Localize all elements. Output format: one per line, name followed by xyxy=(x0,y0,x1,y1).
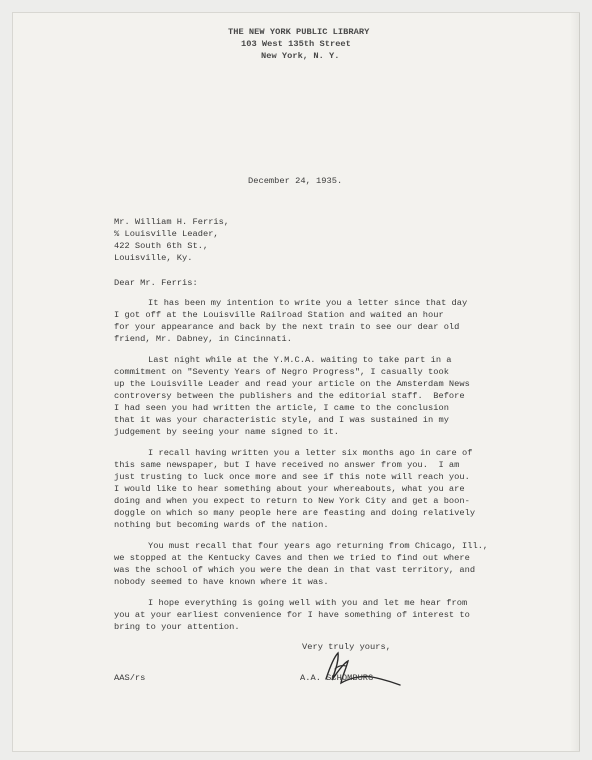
body-line: that it was your characteristic style, and I was sustained in my xyxy=(114,415,449,425)
body-line: friend, Mr. Dabney, in Cincinnati. xyxy=(114,334,292,344)
recipient-street: 422 South 6th St., xyxy=(114,241,209,251)
letterhead-institution: THE NEW YORK PUBLIC LIBRARY xyxy=(228,27,370,37)
letter-date: December 24, 1935. xyxy=(248,176,343,186)
complimentary-close: Very truly yours, xyxy=(302,642,391,652)
letterhead-city: New York, N. Y. xyxy=(261,51,340,61)
body-line: just trusting to luck once more and see if this note will reach you. xyxy=(114,472,470,482)
body-line: I had seen you had written the article, I came to the conclusion xyxy=(114,403,449,413)
body-line: I got off at the Louisville Railroad Station and waited an hour xyxy=(114,310,444,320)
body-line: nobody seemed to have known where it was. xyxy=(114,577,329,587)
recipient-city: Louisville, Ky. xyxy=(114,253,193,263)
recipient-name: Mr. William H. Ferris, xyxy=(114,217,230,227)
body-line: was the school of which you were the dean in that vast territory, and xyxy=(114,565,476,575)
typist-initials: AAS/rs xyxy=(114,673,146,683)
body-line: nothing but becoming wards of the nation. xyxy=(114,520,329,530)
recipient-care-of: % Louisville Leader, xyxy=(114,229,219,239)
letterhead-street: 103 West 135th Street xyxy=(241,39,351,49)
body-line: I would like to hear something about your whereabouts, what you are xyxy=(114,484,465,494)
body-line: for your appearance and back by the next train to see our dear old xyxy=(114,322,460,332)
body-line: this same newspaper, but I have received no answer from you. I am xyxy=(114,460,460,470)
body-line: I recall having written you a letter six months ago in care of xyxy=(148,448,473,458)
body-line: doing and when you expect to return to New York City and get a boon- xyxy=(114,496,470,506)
body-line: controversy between the publishers and the editorial staff. Before xyxy=(114,391,465,401)
body-line: It has been my intention to write you a letter since that day xyxy=(148,298,468,308)
body-line: doggle on which so many people here are feasting and doing relatively xyxy=(114,508,476,518)
body-line: Last night while at the Y.M.C.A. waiting to take part in a xyxy=(148,355,452,365)
body-line: we stopped at the Kentucky Caves and then we tried to find out where xyxy=(114,553,470,563)
body-line: up the Louisville Leader and read your article on the Amsterdam News xyxy=(114,379,470,389)
salutation: Dear Mr. Ferris: xyxy=(114,278,198,288)
body-line: bring to your attention. xyxy=(114,622,240,632)
body-line: commitment on "Seventy Years of Negro Progress", I casually took xyxy=(114,367,449,377)
body-line: I hope everything is going well with you and let me hear from xyxy=(148,598,468,608)
body-line: You must recall that four years ago returning from Chicago, Ill., xyxy=(148,541,489,551)
body-line: you at your earliest convenience for I have something of interest to xyxy=(114,610,470,620)
body-line: judgement by seeing your name signed to it. xyxy=(114,427,340,437)
typed-signature-name: A.A. SCHOMBURG xyxy=(300,673,374,683)
